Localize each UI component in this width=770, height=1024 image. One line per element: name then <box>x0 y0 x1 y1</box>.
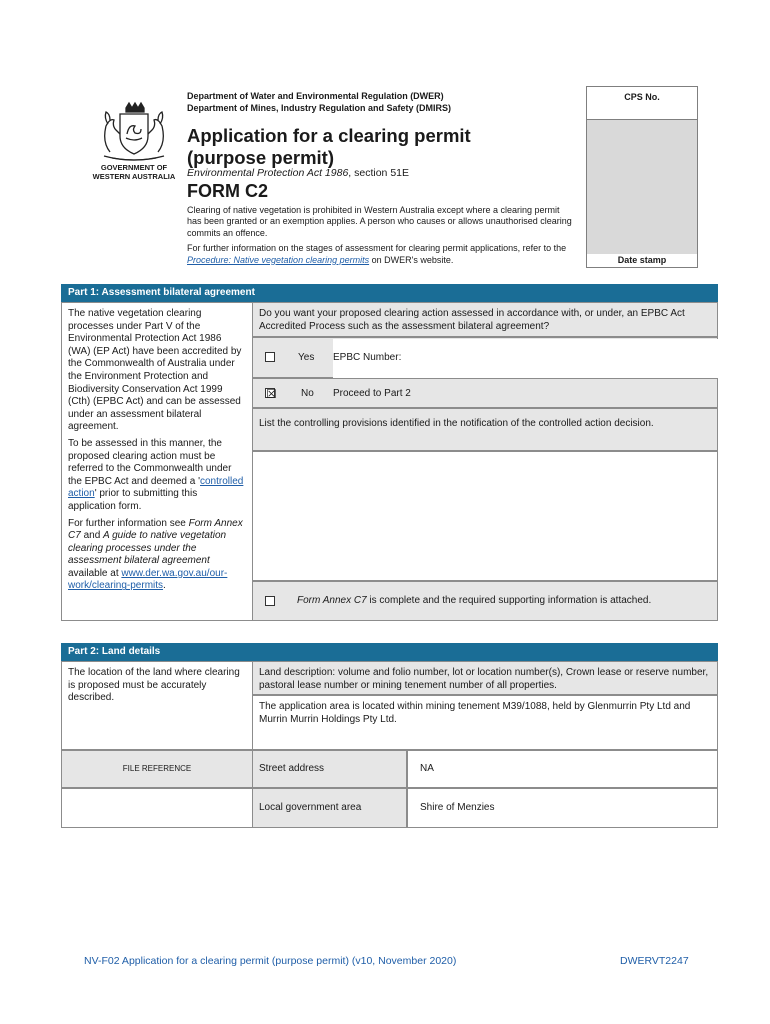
wa-crest-logo <box>86 100 182 200</box>
lga-label: Local government area <box>252 788 407 828</box>
no-checkbox[interactable]: ☒ <box>266 387 277 401</box>
department-names <box>187 90 451 114</box>
procedure-link[interactable]: Procedure: Native vegetation clearing permits <box>187 254 370 265</box>
part1-left-info <box>61 302 252 621</box>
annex-row <box>252 581 718 621</box>
file-reference-label: FILE REFERENCE <box>61 750 252 788</box>
intro-paragraph: Clearing of native vegetation is prohibited in Western Australia except where a clearing permit has been granted or an exemption applies. A person who causes or allows unauthorised clearing commits an offence. <box>187 205 572 238</box>
dept-dwer: Department of Water and Environmental Regulation (DWER) <box>187 91 444 101</box>
land-description-field[interactable]: The application area is located within mining tenement M39/1088, held by Glenmurrin Pty Ltd and Murrin Murrin Holdings Pty Ltd. <box>252 695 718 750</box>
form-code: FORM C2 <box>187 181 268 201</box>
controlled-action-link[interactable]: controlled action <box>68 475 244 500</box>
yes-row <box>252 337 718 378</box>
intro-paragraph-2: For further information on the stages of assessment for clearing permit applications, refer to the Procedure: Native vegetation clearing permits on DWER's website. <box>187 243 567 265</box>
page-title: Application for a clearing permit (purpose permit) <box>187 125 471 168</box>
land-description-prompt: Land description: volume and folio number, lot or location number(s), Crown lease or reserve number, pastoral lease number or mining tenement number of all properties. <box>252 661 718 695</box>
part2-heading: Part 2: Land details <box>61 643 718 661</box>
no-action-label: Proceed to Part 2 <box>333 388 411 399</box>
bilateral-info-p1: The native vegetation clearing processes under Part V of the Environmental Protection Act 1986 (WA) (EP Act) have been accredited by the Commonwealth of Australia under the Environment Protection and Biodiversity Conservation Act 1999 (Cth) (EPBC Act) and can be assessed under an assessment bilateral agreement. <box>68 308 242 433</box>
footer-form-title: NV-F02 Application for a clearing permit (purpose permit) (v10, November 2020) <box>84 955 457 967</box>
no-row <box>252 378 718 408</box>
annex-checkbox[interactable] <box>265 596 275 606</box>
controlling-provisions-prompt: List the controlling provisions identified in the notification of the controlled action decision. <box>252 408 718 451</box>
bilateral-info-p2: To be assessed in this manner, the proposed clearing action must be referred to the Commonwealth under the EPBC Act and deemed a 'controlled action' prior to submitting this application form. <box>68 437 244 512</box>
cps-number-label: CPS No. <box>587 87 697 120</box>
bilateral-info-p3: For further information see Form Annex C7 and A guide to native vegetation clearing processes under the assessment bilateral agreement available at www.der.wa.gov.au/our-work/clearing-permits. <box>68 517 243 592</box>
part1-heading: Part 1: Assessment bilateral agreement <box>61 284 718 302</box>
epbc-number-field[interactable] <box>333 339 718 378</box>
controlling-provisions-field[interactable] <box>252 451 718 581</box>
clearing-permits-link[interactable]: www.der.wa.gov.au/our-work/clearing-permits <box>68 567 228 592</box>
lga-field[interactable]: Shire of Menzies <box>407 788 718 828</box>
street-address-field[interactable]: NA <box>407 750 718 788</box>
intro-text <box>187 205 575 270</box>
file-reference-field[interactable] <box>61 788 252 828</box>
date-stamp-label: Date stamp <box>587 254 697 267</box>
footer-form-id: DWERVT2247 <box>620 955 689 967</box>
dept-dmirs: Department of Mines, Industry Regulation and Safety (DMIRS) <box>187 103 452 113</box>
land-location-info: The location of the land where clearing is proposed must be accurately described. <box>61 661 252 750</box>
legislation-reference: Environmental Protection Act 1986, section 51E <box>187 167 409 179</box>
yes-checkbox[interactable] <box>265 352 275 362</box>
bilateral-question: Do you want your proposed clearing action assessed in accordance with, or under, an EPBC Act Accredited Process such as the assessment bilateral agreement? <box>252 302 718 337</box>
no-label: No <box>301 388 314 399</box>
cps-box <box>586 86 698 268</box>
street-address-label: Street address <box>252 750 407 788</box>
crest-caption: GOVERNMENT OF WESTERN AUSTRALIA <box>92 163 176 181</box>
yes-label: Yes <box>298 352 315 363</box>
annex-statement: Form Annex C7 is complete and the required supporting information is attached. <box>297 595 652 606</box>
epbc-number-label: EPBC Number: <box>333 352 402 363</box>
